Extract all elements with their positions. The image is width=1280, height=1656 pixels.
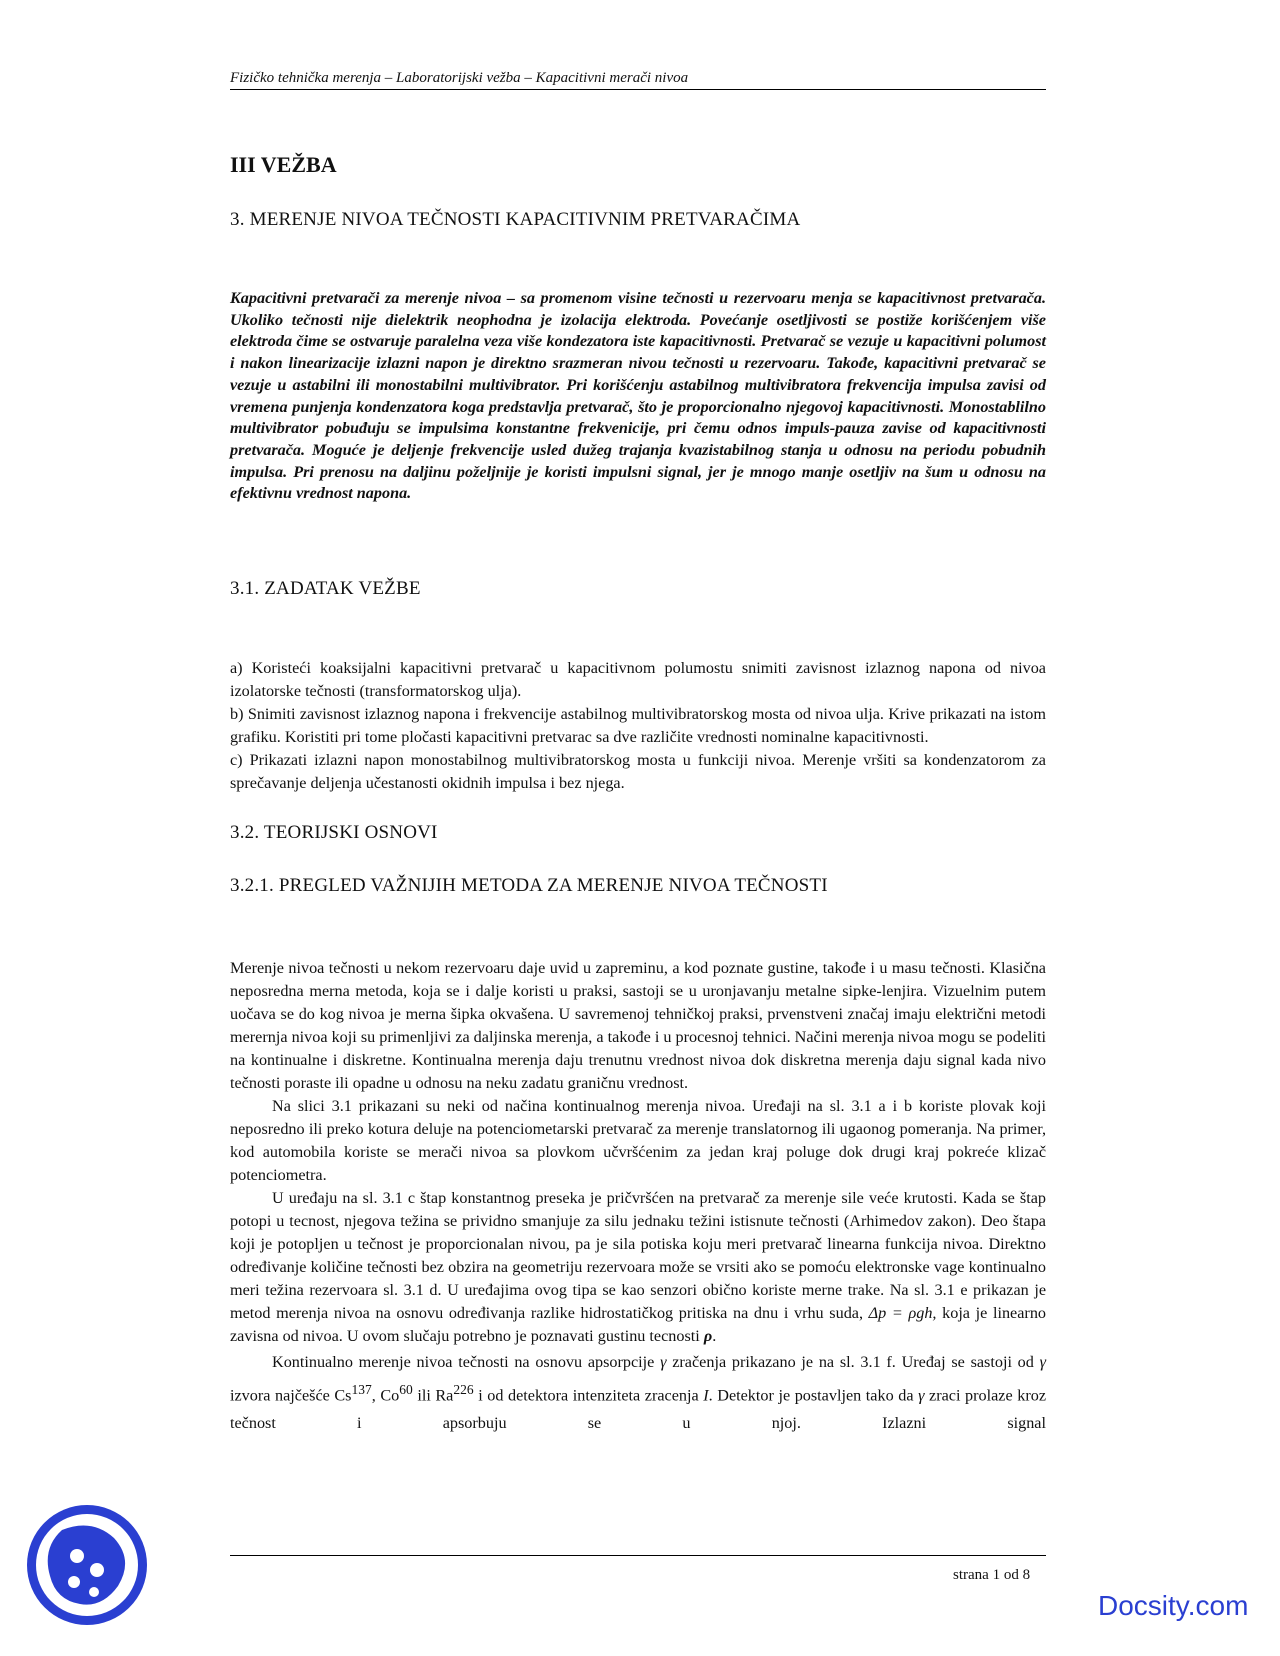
gamma-symbol: γ [1039, 1353, 1046, 1371]
task-item-b: b) Snimiti zavisnost izlaznog napona i frekvencije astabilnog multivibratorskog mosta od nivoa ulja. Krive prikazati na istom grafiku. Koristiti pri tome pločasti kapacitivni pretvarac sa dve različite vrednosti nominalne kapacitivnosti. [230, 705, 1046, 746]
section-heading-methods: 3.2.1. PREGLED VAŽNIJIH METODA ZA MERENJE NIVOA TEČNOSTI [230, 875, 828, 896]
docsity-logo-icon[interactable] [22, 1500, 152, 1630]
body-paragraph: Na slici 3.1 prikazani su neki od načina kontinualnog merenja nivoa. Uređaji na sl. 3.1 a i b koriste plovak koji neposredno ili preko kotura deluje na potenciometarski pretvarač za merenje translatornog ili ugaonog pomeranja. Na primer, kod automobila koriste se merači nivoa sa plovkom učvršćenim za jedan kraj poluge dok drugi kraj pokreće klizač potenciometra. [230, 1097, 1046, 1184]
docsity-brand-link[interactable]: Docsity.com [1098, 1590, 1249, 1621]
paragraph-text: . Detektor je postavljen tako da [708, 1386, 919, 1405]
task-item-a: a) Koristeći koaksijalni kapacitivni pretvarač u kapacitivnom polumostu snimiti zavisnost izlaznog napona od nivoa izolatorske tečnosti (transformatorskog ulja). [230, 659, 1046, 700]
page-number: strana 1 od 8 [953, 1567, 1031, 1583]
intensity-symbol: I [703, 1386, 709, 1405]
density-symbol: ρ [703, 1327, 713, 1345]
paragraph-text: koja je linearno zavisna od nivoa. U ovom slučaju potrebno je poznavati gustinu tecnosti [230, 1304, 1047, 1345]
paragraph-text: izvora najčešće Cs [230, 1386, 352, 1405]
body-paragraph [230, 1348, 1046, 1437]
body-text [230, 957, 1046, 1437]
paragraph-text: , Co [371, 1386, 400, 1405]
paragraph-text: zračenja prikazano je na sl. 3.1 f. Uređaj se sastoji od [666, 1353, 1040, 1371]
task-item-c: c) Prikazati izlazni napon monostabilnog multivibratorskog mosta u funkciji nivoa. Merenje vršiti sa kondenzatorom za sprečavanje deljenja učestanosti okidnih impulsa i bez njega. [230, 751, 1046, 792]
paragraph-text: i od detektora intenziteta zracenja [473, 1386, 704, 1405]
section-heading-task: 3.1. ZADATAK VEŽBE [230, 578, 421, 599]
section-heading-main: 3. MERENJE NIVOA TEČNOSTI KAPACITIVNIM PRETVARAČIMA [230, 209, 801, 230]
paragraph-text: . [712, 1327, 717, 1345]
isotope-mass: 226 [453, 1382, 474, 1397]
isotope-mass: 60 [399, 1382, 413, 1397]
section-heading-theory: 3.2. TEORIJSKI OSNOVI [230, 822, 438, 843]
isotope-mass: 137 [351, 1382, 372, 1397]
page-title: III VEŽBA [230, 152, 337, 177]
paragraph-text: U uređaju na sl. 3.1 c štap konstantnog preseka je pričvršćen na pretvarač za merenje sile veće krutosti. Kada se štap potopi u tecnost, njegova težina se prividno smanjuje za silu jednaku težini istisnute tečnosti (Arhimedov zakon). Deo štapa koji je potopljen u tečnost je proporcionalan nivou, pa je sila potiska koju meri pretvarač linearna funkcija nivoa. Direktno određivanje količine tečnosti bez obzira na geometriju rezervoara može se vrsiti ako se pomoću elektronske vage kontinualno meri težina rezervoara sl. 3.1 d. U uređajima ovog tipa se kao senzori obično koriste merne trake. Na sl. 3.1 e prikazan je metod merenja nivoa na osnovu određivanja razlike hidrostatičkog pritiska na dnu i vrhu suda, [230, 1189, 1046, 1322]
gamma-symbol: γ [660, 1353, 667, 1371]
paragraph-text: zraci prolaze kroz tečnost i apsorbuju se u njoj. Izlazni signal [230, 1386, 1046, 1433]
footer-rule [230, 1555, 1046, 1556]
paragraph-text: ili Ra [412, 1386, 454, 1405]
task-list [230, 657, 1046, 795]
abstract-paragraph: Kapacitivni pretvarači za merenje nivoa – sa promenom visine tečnosti u rezervoaru menja se kapacitivnost pretvarača. Ukoliko tečnosti nije dielektrik neophodna je izolacija elektroda. Povećanje osetljivosti se postiže korišćenjem više elektroda čime se ostvaruje paralelna veza više kondezatora iste kapacitivnosti. Pretvarač se vezuje u kapacitivni polumost i nakon linearizacije izlazni napon je direktno srazmeran nivou tečnosti u rezervoaru. Takođe, kapacitivni pretvarač se vezuje u astabilni ili monostabilni multivibrator. Pri korišćenju astabilnog multivibratora frekvencija impulsa zavisi od vremena punjenja kondenzatora koga predstavlja pretvarač, što je proporcionalno njegovoj kapacitivnosti. Monostablilno multivibrator pobuđuju se impulsima konstantne frekvenicije, pri čemu odnos impuls-pauza zavise od kapacitivnosti pretvarača. Moguće je deljenje frekvencije usled dužeg trajanja kvazistabilnog stanja u odnosu na periodu pobudnih impulsa. Pri prenosu na daljinu poželjnije je koristi impulsni signal, jer je mnogo manje osetljiv na šum u odnosu na efektivnu vrednost napona. [230, 289, 1046, 503]
pressure-formula: Δp = ρgh, [868, 1304, 937, 1322]
gamma-symbol: γ [918, 1386, 925, 1405]
paragraph-text: Kontinualno merenje nivoa tečnosti na osnovu apsorpcije [272, 1353, 661, 1371]
running-header: Fizičko tehnička merenja – Laboratorijski vežba – Kapacitivni merači nivoa [230, 70, 1046, 90]
body-paragraph [230, 1187, 1046, 1348]
body-paragraph: Merenje nivoa tečnosti u nekom rezervoaru daje uvid u zapreminu, a kod poznate gustine, takođe i u masu tečnosti. Klasična neposredna merna metoda, koja se i dalje koristi u praksi, sastoji se u uronjavanju metalne sipke-lenjira. Vizuelnim putem uočava se do kog nivoa je merna šipka okvašena. U savremenoj tehničkoj praksi, prvenstveni značaj imaju električni metodi merernja nivoa koji su primenljivi za daljinska merenja, a takođe i u procesnoj tehnici. Načini merenja nivoa mogu se podeliti na kontinualne i diskretne. Kontinualna merenja daju trenutnu vrednost nivoa dok diskretna merenja daju signal kada nivo tečnosti poraste ili opadne u odnosu na neku zadatu graničnu vrednost. [230, 959, 1046, 1092]
